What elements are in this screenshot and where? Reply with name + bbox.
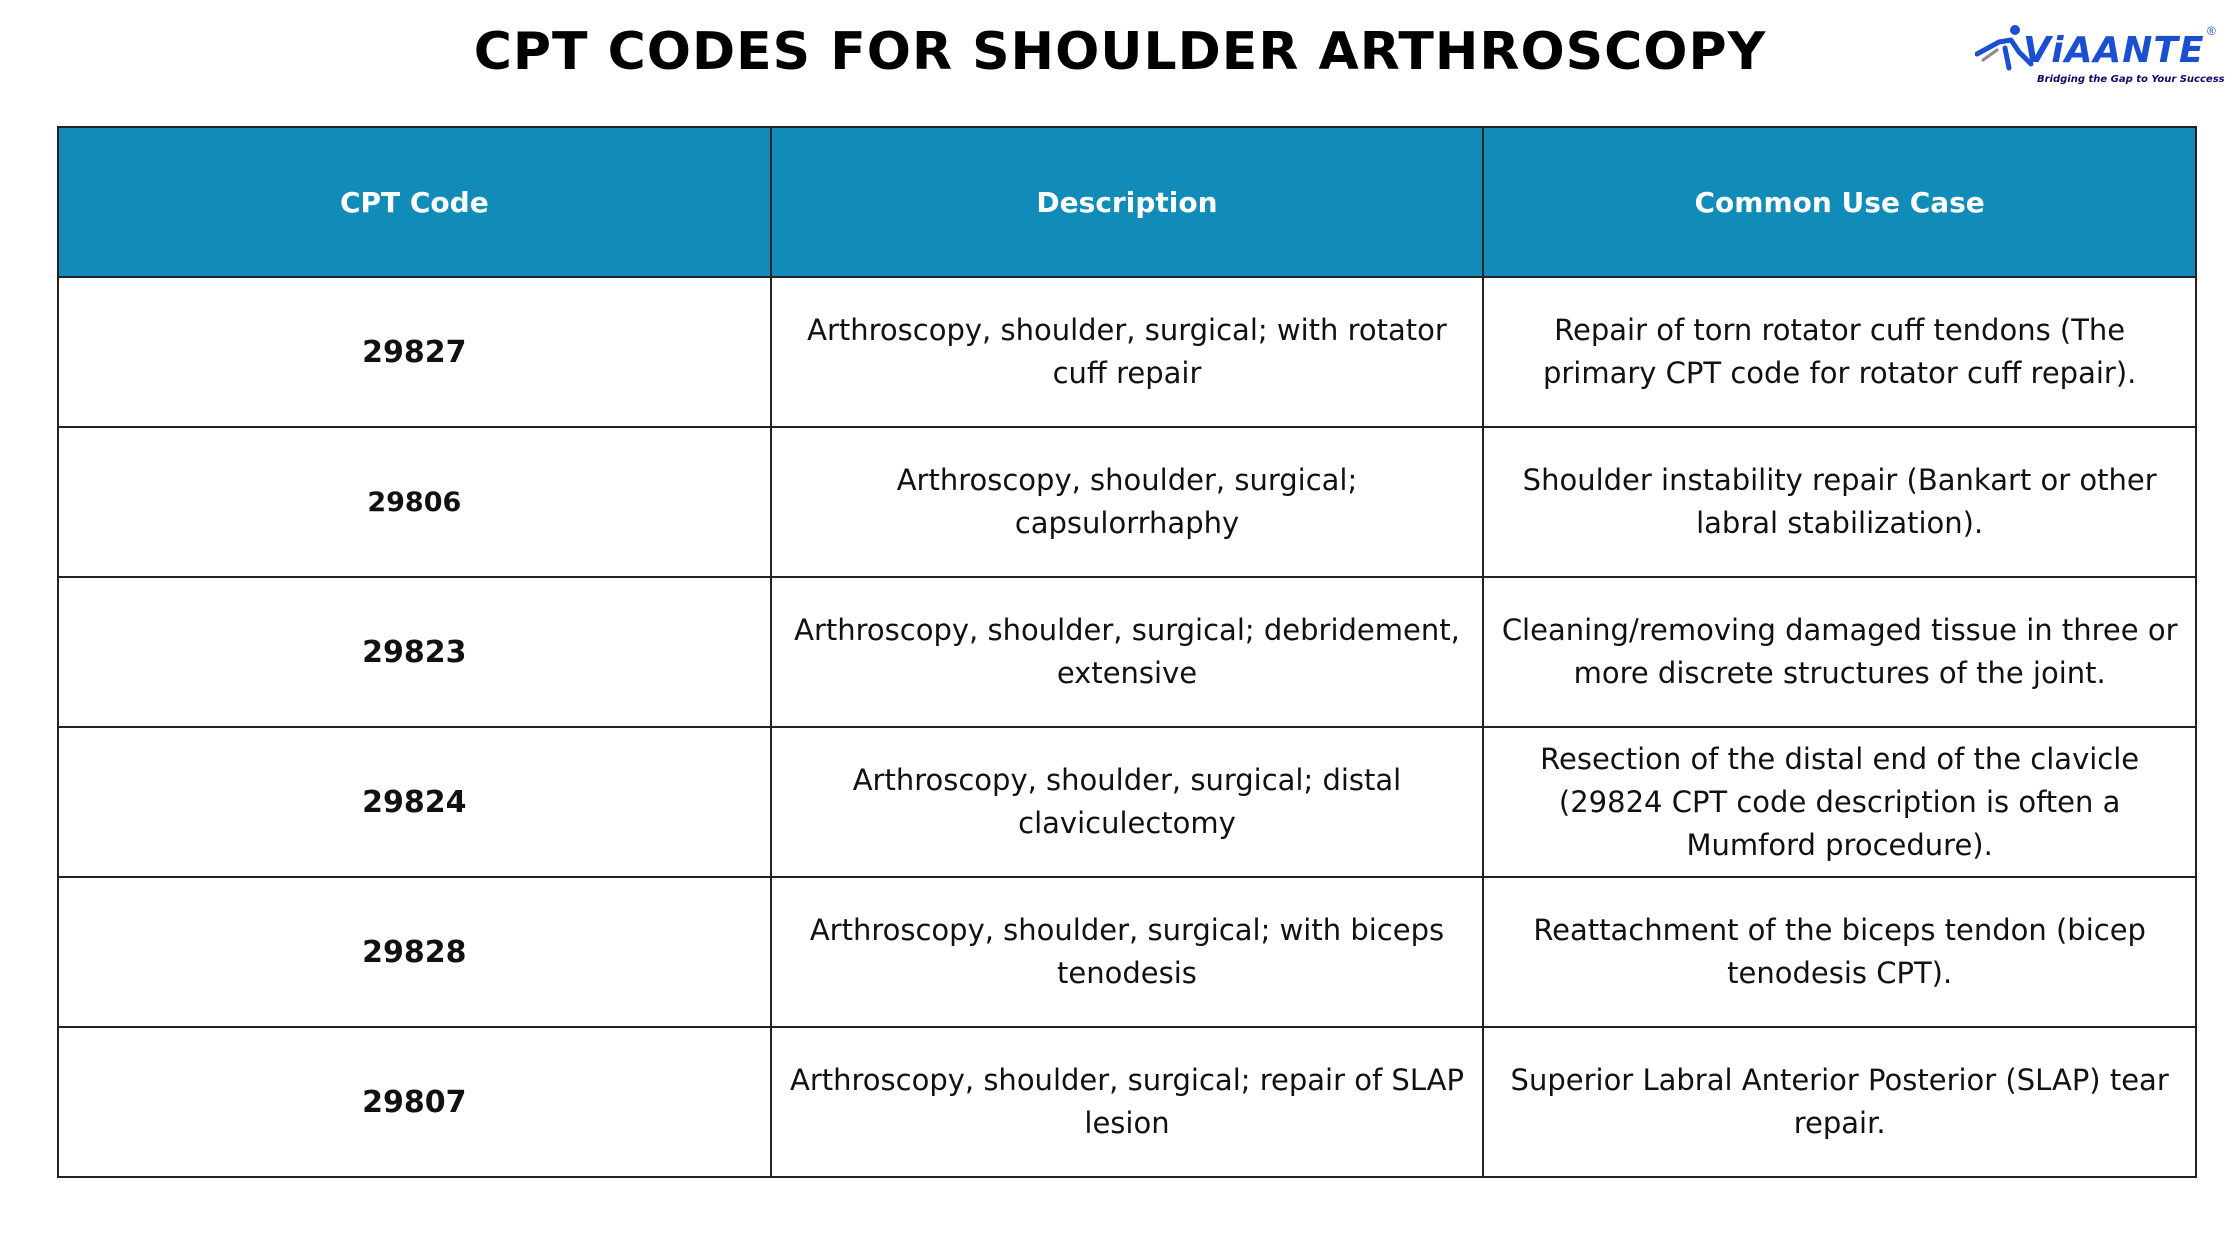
logo-wordmark: ViAANTE <box>2023 30 2205 71</box>
description-cell: Arthroscopy, shoulder, surgical; distal claviculectomy <box>771 727 1484 877</box>
description-cell: Arthroscopy, shoulder, surgical; repair of SLAP lesion <box>771 1027 1484 1177</box>
cpt-code-cell: 29807 <box>58 1027 771 1177</box>
description-cell: Arthroscopy, shoulder, surgical; with rotator cuff repair <box>771 277 1484 427</box>
cpt-code-cell: 29824 <box>58 727 771 877</box>
use-case-cell: Resection of the distal end of the clavicle (29824 CPT code description is often a Mumford procedure). <box>1483 727 2196 877</box>
description-cell: Arthroscopy, shoulder, surgical; capsulorrhaphy <box>771 427 1484 577</box>
table-row <box>58 577 2196 727</box>
header-common-use-case: Common Use Case <box>1483 127 2196 277</box>
registered-mark: ® <box>2207 24 2216 38</box>
table-row <box>58 427 2196 577</box>
table-row <box>58 1027 2196 1177</box>
table-row <box>58 877 2196 1027</box>
description-cell: Arthroscopy, shoulder, surgical; with biceps tenodesis <box>771 877 1484 1027</box>
table-header-row <box>58 127 2196 277</box>
cpt-code-cell: 29828 <box>58 877 771 1027</box>
header-description: Description <box>771 127 1484 277</box>
cpt-code-cell: 29827 <box>58 277 771 427</box>
description-cell: Arthroscopy, shoulder, surgical; debridement, extensive <box>771 577 1484 727</box>
table-row <box>58 727 2196 877</box>
logo-tagline: Bridging the Gap to Your Success <box>2037 74 2225 85</box>
header-cpt-code: CPT Code <box>58 127 771 277</box>
table-row <box>58 277 2196 427</box>
use-case-cell: Reattachment of the biceps tendon (bicep tenodesis CPT). <box>1483 877 2196 1027</box>
use-case-cell: Shoulder instability repair (Bankart or other labral stabilization). <box>1483 427 2196 577</box>
use-case-cell: Repair of torn rotator cuff tendons (The primary CPT code for rotator cuff repair). <box>1483 277 2196 427</box>
use-case-cell: Superior Labral Anterior Posterior (SLAP) tear repair. <box>1483 1027 2196 1177</box>
page-title: CPT CODES FOR SHOULDER ARTHROSCOPY <box>473 22 1767 82</box>
cpt-code-cell: 29806 <box>58 427 771 577</box>
use-case-cell: Cleaning/removing damaged tissue in three or more discrete structures of the joint. <box>1483 577 2196 727</box>
viaante-logo <box>1975 20 2225 90</box>
cpt-codes-table <box>57 126 2197 1178</box>
cpt-code-cell: 29823 <box>58 577 771 727</box>
